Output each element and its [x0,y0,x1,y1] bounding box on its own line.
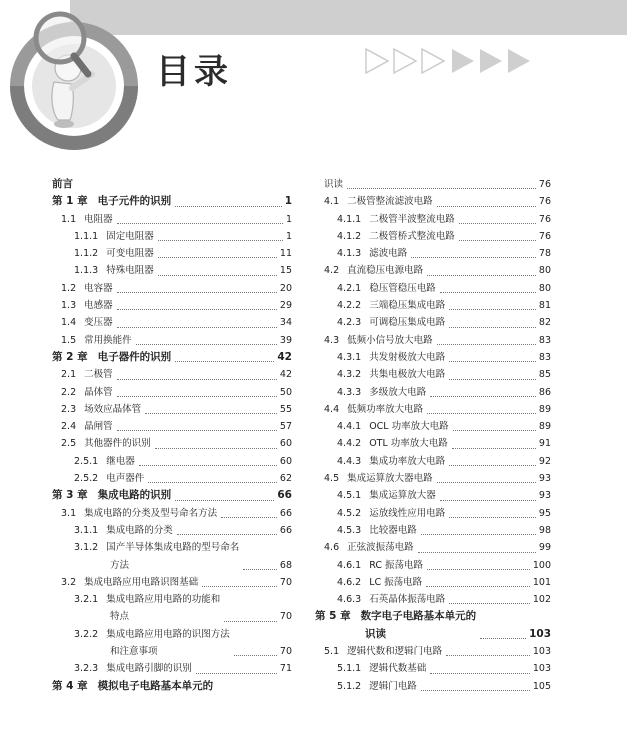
toc-entry-number: 2.5.1 [74,455,99,467]
toc-entry[interactable] [52,332,292,349]
toc-entry[interactable] [52,626,292,661]
toc-leader-dots [158,257,277,258]
toc-entry-number: 4.1.3 [337,248,362,260]
toc-leader-dots [117,430,277,431]
toc-entry-number: 4.1.2 [337,230,362,242]
toc-entry[interactable] [315,349,551,366]
toc-leader-dots [449,517,536,518]
toc-entry-number: 4.3 [324,334,340,346]
toc-entry-label: 国产半导体集成电路的型号命名 [106,542,240,554]
toc-entry-label: 晶体管 [84,386,113,398]
toc-page-number: 86 [538,386,551,398]
toc-page-number: 103 [532,663,551,675]
toc-leader-dots [155,448,277,449]
toc-entry-label: 晶闸管 [84,421,113,433]
toc-entry-label: 比较器电路 [369,524,417,536]
toc-entry[interactable] [52,211,292,228]
toc-leader-dots [427,275,536,276]
toc-entry[interactable] [315,366,551,383]
toc-entry-number: 4.3.3 [337,386,362,398]
toc-entry-label: 集成电路引脚的识别 [106,663,192,675]
toc-page-number: 82 [538,317,551,329]
toc-leader-dots [117,379,277,380]
toc-entry-label: OTL 功率放大电路 [369,438,448,450]
toc-entry[interactable] [315,487,551,504]
toc-leader-dots [437,344,536,345]
toc-left-column [52,176,292,695]
toc-page-number: 68 [279,559,292,571]
toc-leader-dots [243,569,277,570]
toc-entry[interactable] [315,505,551,522]
toc-entry-label: 集成电路应用电路的功能和 [106,594,221,606]
toc-leader-dots [158,240,283,241]
toc-leader-dots [117,309,277,310]
toc-leader-dots [440,500,536,501]
toc-leader-dots [449,309,536,310]
toc-entry-label: 集成电路的分类及型号命名方法 [84,507,218,519]
toc-page-number: 62 [279,473,292,485]
toc-entry[interactable] [52,176,292,193]
toc-page-number: 1 [285,213,292,225]
toc-entry-label: 低频功率放大电路 [347,403,424,415]
toc-leader-dots [459,240,536,241]
toc-entry-number: 1.1.1 [74,230,99,242]
toc-entry[interactable] [315,245,551,262]
toc-entry-label: 逻辑代数和逻辑门电路 [347,646,443,658]
toc-page-number: 81 [538,300,551,312]
toc-entry-label: 集成电路的分类 [106,524,173,536]
toc-leader-dots [139,465,277,466]
toc-entry[interactable] [52,470,292,487]
toc-leader-dots [449,603,530,604]
toc-entry-number: 4.6.1 [337,559,362,571]
toc-entry-label: RC 振荡电路 [369,559,423,571]
toc-page-number: 55 [279,403,292,415]
toc-entry-label: 固定电阻器 [106,230,154,242]
toc-page-number: 78 [538,248,551,260]
toc-page-number: 39 [279,334,292,346]
toc-entry-label: 变压器 [84,317,113,329]
toc-leader-dots [158,275,277,276]
toc-entry-number: 第 1 章 [52,195,88,208]
toc-entry[interactable] [52,522,292,539]
toc-entry-label: 电声器件 [106,473,145,485]
toc-entry[interactable] [52,660,292,677]
toc-entry-label: 滤波电路 [369,248,408,260]
toc-entry-label-continued: 特点 [110,611,130,623]
page-title: 目录 [156,52,232,92]
toc-entry[interactable] [52,401,292,418]
toc-entry-label: 二极管整流滤波电路 [347,196,433,208]
toc-page-number: 105 [532,680,551,692]
toc-leader-dots [452,448,536,449]
toc-entry[interactable] [315,539,551,556]
toc-entry[interactable] [52,574,292,591]
toc-leader-dots [117,327,277,328]
toc-entry[interactable] [52,366,292,383]
toc-page-number: 11 [279,248,292,260]
toc-page-number: 91 [538,438,551,450]
toc-entry[interactable] [315,453,551,470]
toc-leader-dots [440,292,536,293]
toc-leader-dots [234,655,277,656]
toc-entry[interactable] [52,314,292,331]
toc-entry-number: 2.5 [61,438,77,450]
toc-entry-number: 2.1 [61,369,77,381]
toc-page-number: 98 [538,524,551,536]
toc-entry-number: 4.4.2 [337,438,362,450]
toc-entry[interactable] [315,643,551,660]
toc-entry[interactable] [315,314,551,331]
toc-leader-dots [224,621,277,622]
toc-entry-label: 常用换能件 [84,334,132,346]
toc-entry-label-continued: 和注意事项 [110,646,158,658]
toc-entry-number: 4.6.2 [337,576,362,588]
toc-page-number: 34 [279,317,292,329]
toc-entry-number: 3.1.2 [74,542,99,554]
toc-entry[interactable] [315,332,551,349]
toc-entry[interactable] [52,539,292,574]
toc-entry-number: 1.5 [61,334,77,346]
toc-entry-label: OCL 功率放大电路 [369,421,449,433]
toc-page-number: 1 [284,195,292,208]
toc-page-number: 66 [279,507,292,519]
toc-entry-label: 电子元件的识别 [97,195,172,208]
toc-entry-label: 直流稳压电源电路 [347,265,424,277]
toc-entry-number: 4.6 [324,542,340,554]
toc-entry-number: 第 5 章 [315,610,351,623]
toc-leader-dots [148,482,277,483]
toc-entry-number: 4.3.1 [337,351,362,363]
toc-leader-dots [427,413,536,414]
toc-page-number: 66 [279,524,292,536]
toc-entry-number: 4.5.1 [337,490,362,502]
toc-leader-dots [449,327,536,328]
toc-entry-number: 3.2.3 [74,663,99,675]
toc-entry-number: 4.4.3 [337,455,362,467]
toc-page-number: 89 [538,421,551,433]
toc-entry-number: 4.6.3 [337,594,362,606]
toc-page-number: 70 [279,576,292,588]
toc-page-number: 83 [538,351,551,363]
toc-entry[interactable] [315,522,551,539]
toc-entry-label: 二极管半波整流电路 [369,213,455,225]
toc-entry-label: 继电器 [106,455,135,467]
toc-page-number: 102 [532,594,551,606]
toc-entry-label: 电容器 [84,282,113,294]
toc-entry-number: 4.5.2 [337,507,362,519]
toc-entry[interactable] [52,453,292,470]
toc-page-number: 103 [529,627,551,640]
toc-leader-dots [196,673,277,674]
toc-entry[interactable] [315,660,551,677]
toc-entry-label: 稳压管稳压电路 [369,282,436,294]
toc-leader-dots [136,344,277,345]
toc-leader-dots [427,569,530,570]
toc-entry-label: 前言 [52,178,73,190]
toc-page-number: 70 [279,646,292,658]
magnifier-figure-icon [2,4,152,154]
toc-entry[interactable] [52,297,292,314]
toc-entry-number: 4.3.2 [337,369,362,381]
toc-leader-dots [480,638,526,639]
toc-entry[interactable] [315,608,551,643]
toc-page-number: 66 [277,489,292,502]
toc-leader-dots [175,500,274,501]
toc-entry-label: 模拟电子电路基本单元的 [97,679,214,692]
toc-entry-label: 电阻器 [84,213,113,225]
toc-entry-label: 集成运算放大器电路 [347,473,433,485]
toc-entry-label-continued: 方法 [110,559,130,571]
toc-leader-dots [437,482,536,483]
toc-entry-number: 3.1.1 [74,524,99,536]
toc-entry[interactable] [52,245,292,262]
toc-entry-number: 2.5.2 [74,473,99,485]
toc-entry-number: 4.2.2 [337,300,362,312]
toc-entry[interactable] [52,280,292,297]
toc-entry-label: 逻辑门电路 [369,680,417,692]
toc-page-number: 92 [538,455,551,467]
toc-page-number: 76 [538,196,551,208]
toc-entry[interactable] [52,505,292,522]
toc-entry-label: LC 振荡电路 [369,576,423,588]
toc-entry[interactable] [52,193,292,210]
toc-entry[interactable] [52,384,292,401]
toc-leader-dots [411,257,536,258]
toc-entry-number: 2.3 [61,403,77,415]
toc-entry-number: 1.3 [61,300,77,312]
toc-entry-number: 4.5.3 [337,524,362,536]
toc-entry-number: 3.2 [61,576,77,588]
toc-entry[interactable] [52,349,292,366]
toc-entry-number: 第 4 章 [52,679,88,692]
toc-page-number: 20 [279,282,292,294]
decorative-arrows-icon [364,46,534,76]
toc-entry-number: 1.1 [61,213,77,225]
toc-entry[interactable] [52,435,292,452]
toc-entry[interactable] [315,193,551,210]
toc-leader-dots [421,534,536,535]
toc-page-number: 100 [532,559,551,571]
toc-leader-dots [437,206,536,207]
toc-entry[interactable] [52,418,292,435]
toc-entry[interactable] [315,435,551,452]
toc-entry-label: 共集电极放大电路 [369,369,446,381]
toc-entry-label: 其他器件的识别 [84,438,151,450]
toc-page-number: 70 [279,611,292,623]
toc-entry-number: 4.2.3 [337,317,362,329]
toc-page-number: 76 [538,179,551,190]
toc-entry-label: 特殊电阻器 [106,265,154,277]
toc-entry-label: 逻辑代数基础 [369,663,427,675]
toc-leader-dots [449,379,536,380]
toc-leader-dots [117,292,277,293]
toc-page-number: 50 [279,386,292,398]
toc-entry-label: 运放线性应用电路 [369,507,446,519]
toc-entry[interactable] [315,176,551,193]
toc-page-number: 42 [279,369,292,381]
toc-entry[interactable] [315,678,551,695]
toc-entry[interactable] [52,487,292,504]
toc-entry-label: 共发射极放大电路 [369,351,446,363]
toc-entry-number: 4.1.1 [337,213,362,225]
toc-entry[interactable] [315,418,551,435]
toc-entry-label: 二极管 [84,369,113,381]
toc-entry-label: 集成电路应用电路的识图方法 [106,628,230,640]
toc-page-number: 76 [538,213,551,225]
toc-entry-label: 电感器 [84,300,113,312]
toc-leader-dots [177,534,277,535]
toc-entry-number: 3.1 [61,507,77,519]
toc-leader-dots [449,361,536,362]
toc-entry-number: 3.2.1 [74,594,99,606]
toc-entry-number: 2.2 [61,386,77,398]
toc-leader-dots [449,465,536,466]
toc-leader-dots [418,552,536,553]
toc-entry[interactable] [315,211,551,228]
toc-leader-dots [221,517,277,518]
toc-entry[interactable] [315,384,551,401]
toc-entry-label: 集成运算放大器 [369,490,436,502]
toc-entry-label: 多级放大电路 [369,386,427,398]
toc-entry-number: 5.1 [324,646,340,658]
toc-leader-dots [145,413,277,414]
toc-leader-dots [426,586,530,587]
toc-entry-number: 1.2 [61,282,77,294]
toc-entry-number: 4.1 [324,196,340,208]
toc-entry-label: 石英晶体振荡电路 [369,594,446,606]
toc-leader-dots [117,223,283,224]
toc-entry-number: 4.4.1 [337,421,362,433]
toc-leader-dots [175,361,274,362]
toc-entry-label: 集成功率放大电路 [369,455,446,467]
toc-entry[interactable] [315,574,551,591]
toc-entry-number: 4.4 [324,403,340,415]
toc-entry-label: 二极管桥式整流电路 [369,230,455,242]
toc-entry-number: 2.4 [61,421,77,433]
toc-entry-label: 三端稳压集成电路 [369,300,446,312]
toc-entry[interactable] [315,297,551,314]
toc-leader-dots [453,430,536,431]
toc-page-number: 71 [279,663,292,675]
toc-entry[interactable] [315,401,551,418]
toc-entry-label: 识读 [324,179,344,190]
toc-entry-number: 5.1.1 [337,663,362,675]
toc-entry-number: 4.5 [324,473,340,485]
toc-entry[interactable] [315,262,551,279]
toc-entry-label: 电子器件的识别 [97,350,172,363]
toc-entry-label: 场效应晶体管 [84,403,142,415]
toc-entry-number: 1.1.3 [74,265,99,277]
toc-page-number: 95 [538,507,551,519]
toc-entry[interactable] [52,591,292,626]
toc-page-number: 80 [538,265,551,277]
toc-entry-label: 可调稳压集成电路 [369,317,446,329]
toc-leader-dots [421,690,530,691]
toc-leader-dots [175,206,282,207]
toc-entry[interactable] [315,591,551,608]
toc-page-number: 57 [279,421,292,433]
toc-entry[interactable] [315,557,551,574]
toc-page-number: 93 [538,473,551,485]
toc-entry-number: 3.2.2 [74,628,99,640]
toc-page-number: 83 [538,334,551,346]
header-banner [70,0,627,35]
toc-leader-dots [202,586,277,587]
toc-entry-label: 正弦波振荡电路 [347,542,414,554]
toc-leader-dots [430,396,536,397]
toc-leader-dots [430,673,530,674]
toc-page-number: 29 [279,300,292,312]
toc-entry[interactable] [52,262,292,279]
toc-right-column [315,176,551,695]
toc-entry-number: 第 2 章 [52,350,88,363]
toc-entry[interactable] [315,228,551,245]
toc-entry[interactable] [315,470,551,487]
toc-leader-dots [446,655,530,656]
toc-page-number: 15 [279,265,292,277]
toc-leader-dots [347,188,536,189]
toc-entry-number: 4.2 [324,265,340,277]
toc-entry-number: 1.4 [61,317,77,329]
toc-entry-number: 第 3 章 [52,489,88,502]
toc-leader-dots [117,396,277,397]
toc-entry-label: 集成电路应用电路识图基础 [84,576,199,588]
toc-leader-dots [459,223,536,224]
toc-page-number: 89 [538,403,551,415]
toc-page-number: 42 [277,350,292,363]
toc-page-number: 85 [538,369,551,381]
toc-page-number: 60 [279,455,292,467]
toc-entry-number: 5.1.2 [337,680,362,692]
toc-entry[interactable] [52,678,292,695]
toc-page-number: 76 [538,230,551,242]
toc-entry-label: 可变电阻器 [106,248,154,260]
toc-entry[interactable] [315,280,551,297]
toc-entry-number: 4.2.1 [337,282,362,294]
toc-entry[interactable] [52,228,292,245]
toc-entry-number: 1.1.2 [74,248,99,260]
toc-page-number: 99 [538,542,551,554]
toc-entry-label: 集成电路的识别 [97,489,172,502]
toc-entry-label-continued: 识读 [365,627,386,640]
toc-page-number: 1 [285,230,292,242]
toc-entry-label: 数字电子电路基本单元的 [360,610,477,623]
toc-page-number: 93 [538,490,551,502]
toc-page-number: 101 [532,576,551,588]
toc-page-number: 60 [279,438,292,450]
toc-entry-label: 低频小信号放大电路 [347,334,433,346]
toc-page-number: 80 [538,282,551,294]
toc-page-number: 103 [532,646,551,658]
